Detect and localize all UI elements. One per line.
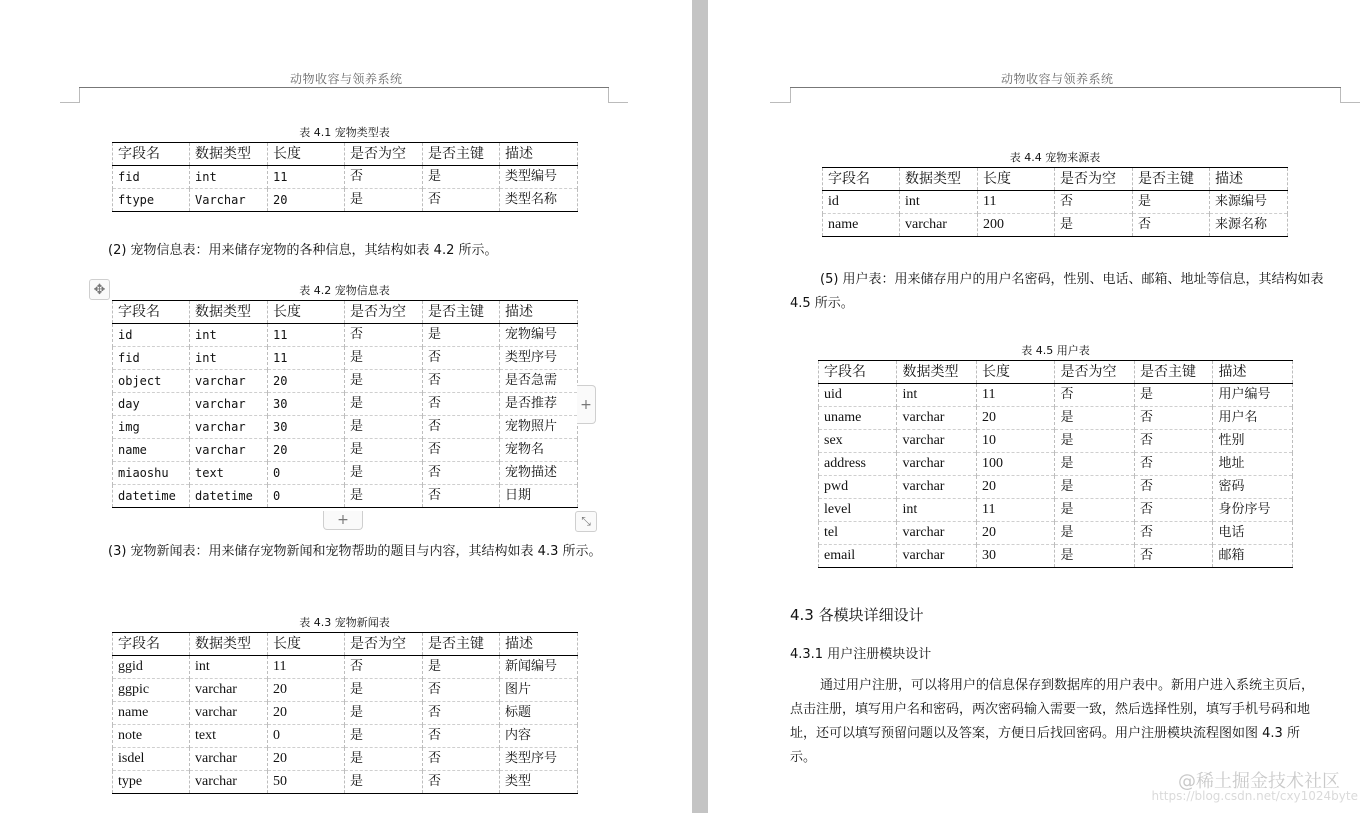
column-header: 长度	[268, 301, 345, 324]
column-header: 字段名	[113, 301, 190, 324]
column-header: 长度	[978, 168, 1055, 191]
table-cell: miaoshu	[113, 462, 190, 485]
table-cell: 是	[345, 393, 423, 416]
column-header: 数据类型	[897, 361, 977, 384]
header-corner-mark	[790, 87, 791, 103]
table-row	[819, 476, 1293, 499]
table-cell: 身份序号	[1213, 499, 1293, 522]
table-cell: 否	[423, 189, 500, 212]
table-row	[819, 407, 1293, 430]
table-header-row	[113, 633, 578, 656]
table-caption: 表 4.1 宠物类型表	[299, 126, 390, 139]
section-heading: 4.3 各模块详细设计	[790, 606, 924, 624]
column-header: 数据类型	[190, 301, 268, 324]
table-cell: 否	[423, 771, 500, 794]
table-row	[113, 702, 578, 725]
column-header: 长度	[268, 633, 345, 656]
table-cell: 密码	[1213, 476, 1293, 499]
table-row	[113, 748, 578, 771]
table-4-2-pet-info	[112, 300, 578, 508]
table-cell: 0	[268, 725, 345, 748]
table-cell: 日期	[500, 485, 578, 508]
header-corner-mark	[1340, 102, 1360, 103]
table-cell: 否	[1133, 214, 1210, 237]
column-header: 是否为空	[345, 143, 423, 166]
header-corner-mark	[608, 87, 609, 103]
table-row	[113, 485, 578, 508]
table-cell: 标题	[500, 702, 578, 725]
table-cell: 30	[976, 545, 1054, 568]
table-cell: 是	[1055, 453, 1135, 476]
table-cell: type	[113, 771, 190, 794]
table-cell: 50	[268, 771, 345, 794]
table-cell: 否	[1134, 499, 1212, 522]
table-row	[819, 522, 1293, 545]
add-column-button[interactable]	[577, 385, 596, 424]
table-cell: 否	[423, 370, 500, 393]
table-header-row	[823, 168, 1288, 191]
table-cell: fid	[113, 347, 190, 370]
table-cell: 否	[1134, 453, 1212, 476]
table-cell: 20	[268, 189, 345, 212]
table-cell: 否	[423, 725, 500, 748]
paragraph-user-table: (5) 用户表：用来储存用户的用户名密码，性别、电话、邮箱、地址等信息，其结构如表 4.5 所示。	[790, 272, 1324, 311]
table-4-1-pet-type	[112, 142, 578, 212]
column-header: 数据类型	[190, 633, 268, 656]
table-header-row	[113, 143, 578, 166]
table-caption: 表 4.3 宠物新闻表	[299, 616, 390, 629]
table-cell: varchar	[190, 370, 268, 393]
table-cell: int	[897, 499, 977, 522]
table-cell: 20	[976, 407, 1054, 430]
table-cell: int	[190, 347, 268, 370]
table-cell: 20	[976, 476, 1054, 499]
table-cell: 用户编号	[1213, 384, 1293, 407]
table-cell: int	[190, 324, 268, 347]
table-cell: 否	[423, 439, 500, 462]
column-header: 描述	[1210, 168, 1288, 191]
resize-icon: ⤡	[581, 514, 591, 528]
column-header: 数据类型	[190, 143, 268, 166]
header-corner-mark	[79, 87, 80, 103]
table-cell: 是	[1055, 545, 1135, 568]
table-cell: day	[113, 393, 190, 416]
table-resize-handle[interactable]	[575, 511, 597, 532]
table-caption: 表 4.5 用户表	[1021, 344, 1090, 357]
table-caption: 表 4.4 宠物来源表	[1009, 151, 1101, 164]
column-header: 字段名	[113, 633, 190, 656]
header-corner-mark	[1340, 87, 1341, 103]
table-cell: 否	[423, 393, 500, 416]
table-cell: 否	[345, 166, 423, 189]
table-cell: 类型序号	[500, 748, 578, 771]
table-cell: varchar	[190, 393, 268, 416]
table-cell: 宠物名	[500, 439, 578, 462]
table-cell: 宠物编号	[500, 324, 578, 347]
table-row	[819, 384, 1293, 407]
table-4-3-pet-news	[112, 632, 578, 794]
table-cell: varchar	[897, 476, 977, 499]
table-cell: name	[113, 439, 190, 462]
column-header: 描述	[500, 143, 578, 166]
table-row	[819, 499, 1293, 522]
header-corner-mark	[608, 102, 628, 103]
table-cell: text	[190, 725, 268, 748]
table-row	[113, 324, 578, 347]
table-cell: varchar	[190, 679, 268, 702]
table-cell: 11	[268, 656, 345, 679]
column-header: 是否主键	[423, 143, 500, 166]
column-header: 是否主键	[423, 633, 500, 656]
table-cell: img	[113, 416, 190, 439]
table-row	[113, 462, 578, 485]
table-cell: fid	[113, 166, 190, 189]
column-header: 是否主键	[1133, 168, 1210, 191]
table-cell: 是否推荐	[500, 393, 578, 416]
table-cell: varchar	[190, 748, 268, 771]
table-cell: address	[819, 453, 897, 476]
table-cell: 否	[423, 679, 500, 702]
column-header: 是否为空	[1055, 168, 1133, 191]
table-cell: varchar	[190, 439, 268, 462]
table-cell: 是	[423, 324, 500, 347]
table-cell: 是	[345, 416, 423, 439]
table-cell: int	[190, 656, 268, 679]
table-cell: uid	[819, 384, 897, 407]
table-cell: id	[823, 191, 900, 214]
table-cell: 否	[423, 748, 500, 771]
page-separator	[692, 0, 708, 813]
table-cell: 否	[423, 702, 500, 725]
table-cell: 11	[268, 347, 345, 370]
table-row	[113, 370, 578, 393]
header-rule	[79, 87, 609, 88]
header-corner-mark	[60, 102, 80, 103]
table-cell: 是	[345, 725, 423, 748]
table-cell: 11	[268, 166, 345, 189]
table-cell: pwd	[819, 476, 897, 499]
table-cell: 0	[268, 485, 345, 508]
paragraph-user-registration: 通过用户注册，可以将用户的信息保存到数据库的用户表中。新用户进入系统主页后，点击注册，填写用户名和密码，两次密码输入需要一致，然后选择性别，填写手机号码和地址，还可以填写预留问题以及答案，方便日后找回密码。用户注册模块流程图如图 4.3 所示。	[790, 678, 1315, 765]
table-cell: 内容	[500, 725, 578, 748]
column-header: 长度	[976, 361, 1054, 384]
column-header: 是否为空	[345, 633, 423, 656]
table-cell: ggpic	[113, 679, 190, 702]
table-cell: 11	[268, 324, 345, 347]
table-cell: Varchar	[190, 189, 268, 212]
table-cell: 11	[976, 384, 1054, 407]
table-row	[113, 656, 578, 679]
table-4-4-pet-source	[822, 167, 1288, 237]
table-cell: 20	[268, 370, 345, 393]
table-cell: 是	[345, 347, 423, 370]
subsection-heading: 4.3.1 用户注册模块设计	[790, 647, 932, 662]
table-cell: int	[897, 384, 977, 407]
table-cell: 是	[345, 189, 423, 212]
document-page-right	[708, 0, 1362, 813]
table-row	[113, 393, 578, 416]
table-cell: text	[190, 462, 268, 485]
table-cell: 是	[423, 656, 500, 679]
table-cell: 来源名称	[1210, 214, 1288, 237]
column-header: 字段名	[819, 361, 897, 384]
table-cell: 图片	[500, 679, 578, 702]
table-row	[819, 430, 1293, 453]
table-4-5-user	[818, 360, 1293, 568]
table-cell: 10	[976, 430, 1054, 453]
table-cell: 是	[345, 679, 423, 702]
table-cell: varchar	[190, 416, 268, 439]
table-cell: 20	[268, 679, 345, 702]
table-cell: 否	[1055, 191, 1133, 214]
table-cell: 30	[268, 416, 345, 439]
move-icon: ✥	[93, 281, 106, 298]
table-cell: 是	[1055, 522, 1135, 545]
table-cell: varchar	[897, 522, 977, 545]
column-header: 是否为空	[1055, 361, 1135, 384]
table-cell: 0	[268, 462, 345, 485]
table-cell: 11	[978, 191, 1055, 214]
table-cell: 是	[423, 166, 500, 189]
table-cell: 否	[423, 347, 500, 370]
watermark-url: https://blog.csdn.net/cxy1024byte	[1151, 789, 1358, 803]
table-cell: 否	[1134, 476, 1212, 499]
table-cell: 是	[345, 485, 423, 508]
header-corner-mark	[770, 102, 790, 103]
table-cell: 类型序号	[500, 347, 578, 370]
column-header: 数据类型	[900, 168, 978, 191]
table-cell: 是	[1055, 407, 1135, 430]
table-cell: ftype	[113, 189, 190, 212]
table-cell: id	[113, 324, 190, 347]
table-row	[819, 453, 1293, 476]
table-cell: tel	[819, 522, 897, 545]
table-cell: 类型编号	[500, 166, 578, 189]
table-row	[823, 214, 1288, 237]
table-caption: 表 4.2 宠物信息表	[299, 284, 390, 297]
table-cell: 否	[1134, 545, 1212, 568]
table-cell: int	[900, 191, 978, 214]
table-cell: int	[190, 166, 268, 189]
column-header: 描述	[500, 633, 578, 656]
table-row	[113, 771, 578, 794]
table-cell: datetime	[190, 485, 268, 508]
table-row	[113, 439, 578, 462]
table-cell: 200	[978, 214, 1055, 237]
table-cell: varchar	[897, 453, 977, 476]
column-header: 长度	[268, 143, 345, 166]
table-row	[113, 725, 578, 748]
column-header: 字段名	[113, 143, 190, 166]
table-cell: 否	[423, 462, 500, 485]
table-header-row	[819, 361, 1293, 384]
table-cell: 新闻编号	[500, 656, 578, 679]
table-cell: 20	[268, 439, 345, 462]
table-cell: level	[819, 499, 897, 522]
table-cell: datetime	[113, 485, 190, 508]
table-cell: varchar	[897, 407, 977, 430]
table-cell: 类型名称	[500, 189, 578, 212]
plus-icon: +	[580, 396, 592, 413]
table-cell: 100	[976, 453, 1054, 476]
header-rule	[790, 87, 1341, 88]
column-header: 描述	[1213, 361, 1293, 384]
table-cell: 20	[976, 522, 1054, 545]
table-cell: 是	[1134, 384, 1212, 407]
table-cell: 电话	[1213, 522, 1293, 545]
table-move-handle[interactable]	[89, 279, 110, 300]
table-cell: 否	[345, 324, 423, 347]
table-cell: 否	[1134, 407, 1212, 430]
table-cell: 否	[1134, 430, 1212, 453]
table-cell: 否	[1134, 522, 1212, 545]
table-cell: 邮箱	[1213, 545, 1293, 568]
table-cell: 是	[345, 702, 423, 725]
table-cell: 否	[345, 656, 423, 679]
table-cell: 11	[976, 499, 1054, 522]
table-cell: isdel	[113, 748, 190, 771]
table-cell: 是	[1055, 430, 1135, 453]
table-cell: 用户名	[1213, 407, 1293, 430]
table-cell: 30	[268, 393, 345, 416]
table-cell: 是	[345, 462, 423, 485]
table-cell: 是	[345, 771, 423, 794]
column-header: 是否为空	[345, 301, 423, 324]
table-cell: 来源编号	[1210, 191, 1288, 214]
table-row	[823, 191, 1288, 214]
table-cell: object	[113, 370, 190, 393]
table-cell: 是	[1055, 499, 1135, 522]
table-cell: varchar	[897, 545, 977, 568]
table-cell: 是	[345, 439, 423, 462]
table-cell: ggid	[113, 656, 190, 679]
table-row	[113, 166, 578, 189]
table-cell: 否	[423, 485, 500, 508]
table-row	[113, 347, 578, 370]
table-cell: name	[823, 214, 900, 237]
watermark: @稀土掘金技术社区	[1178, 771, 1340, 792]
table-cell: sex	[819, 430, 897, 453]
paragraph-pet-info: (2) 宠物信息表：用来储存宠物的各种信息，其结构如表 4.2 所示。	[108, 243, 498, 258]
table-cell: note	[113, 725, 190, 748]
table-cell: 是	[345, 370, 423, 393]
column-header: 描述	[500, 301, 578, 324]
table-cell: 性别	[1213, 430, 1293, 453]
table-row	[819, 545, 1293, 568]
plus-icon: +	[337, 512, 349, 528]
table-cell: 宠物描述	[500, 462, 578, 485]
table-cell: varchar	[897, 430, 977, 453]
table-cell: 是否急需	[500, 370, 578, 393]
paragraph-pet-news: (3) 宠物新闻表：用来储存宠物新闻和宠物帮助的题目与内容，其结构如表 4.3 所示。	[108, 544, 602, 559]
add-row-button[interactable]	[323, 511, 363, 530]
table-cell: 地址	[1213, 453, 1293, 476]
table-cell: 是	[1055, 214, 1133, 237]
column-header: 是否主键	[423, 301, 500, 324]
table-cell: varchar	[190, 771, 268, 794]
table-cell: name	[113, 702, 190, 725]
table-cell: 是	[1133, 191, 1210, 214]
table-cell: 20	[268, 748, 345, 771]
table-cell: varchar	[190, 702, 268, 725]
table-cell: 类型	[500, 771, 578, 794]
table-cell: uname	[819, 407, 897, 430]
table-cell: 是	[345, 748, 423, 771]
table-cell: 否	[1055, 384, 1135, 407]
table-cell: 宠物照片	[500, 416, 578, 439]
table-row	[113, 679, 578, 702]
table-cell: 是	[1055, 476, 1135, 499]
table-cell: email	[819, 545, 897, 568]
page-header-title: 动物收容与领养系统	[1001, 72, 1114, 86]
column-header: 是否主键	[1134, 361, 1212, 384]
table-cell: 否	[423, 416, 500, 439]
table-row	[113, 416, 578, 439]
page-header-title: 动物收容与领养系统	[290, 72, 403, 86]
table-header-row	[113, 301, 578, 324]
table-cell: 20	[268, 702, 345, 725]
table-cell: varchar	[900, 214, 978, 237]
table-row	[113, 189, 578, 212]
column-header: 字段名	[823, 168, 900, 191]
